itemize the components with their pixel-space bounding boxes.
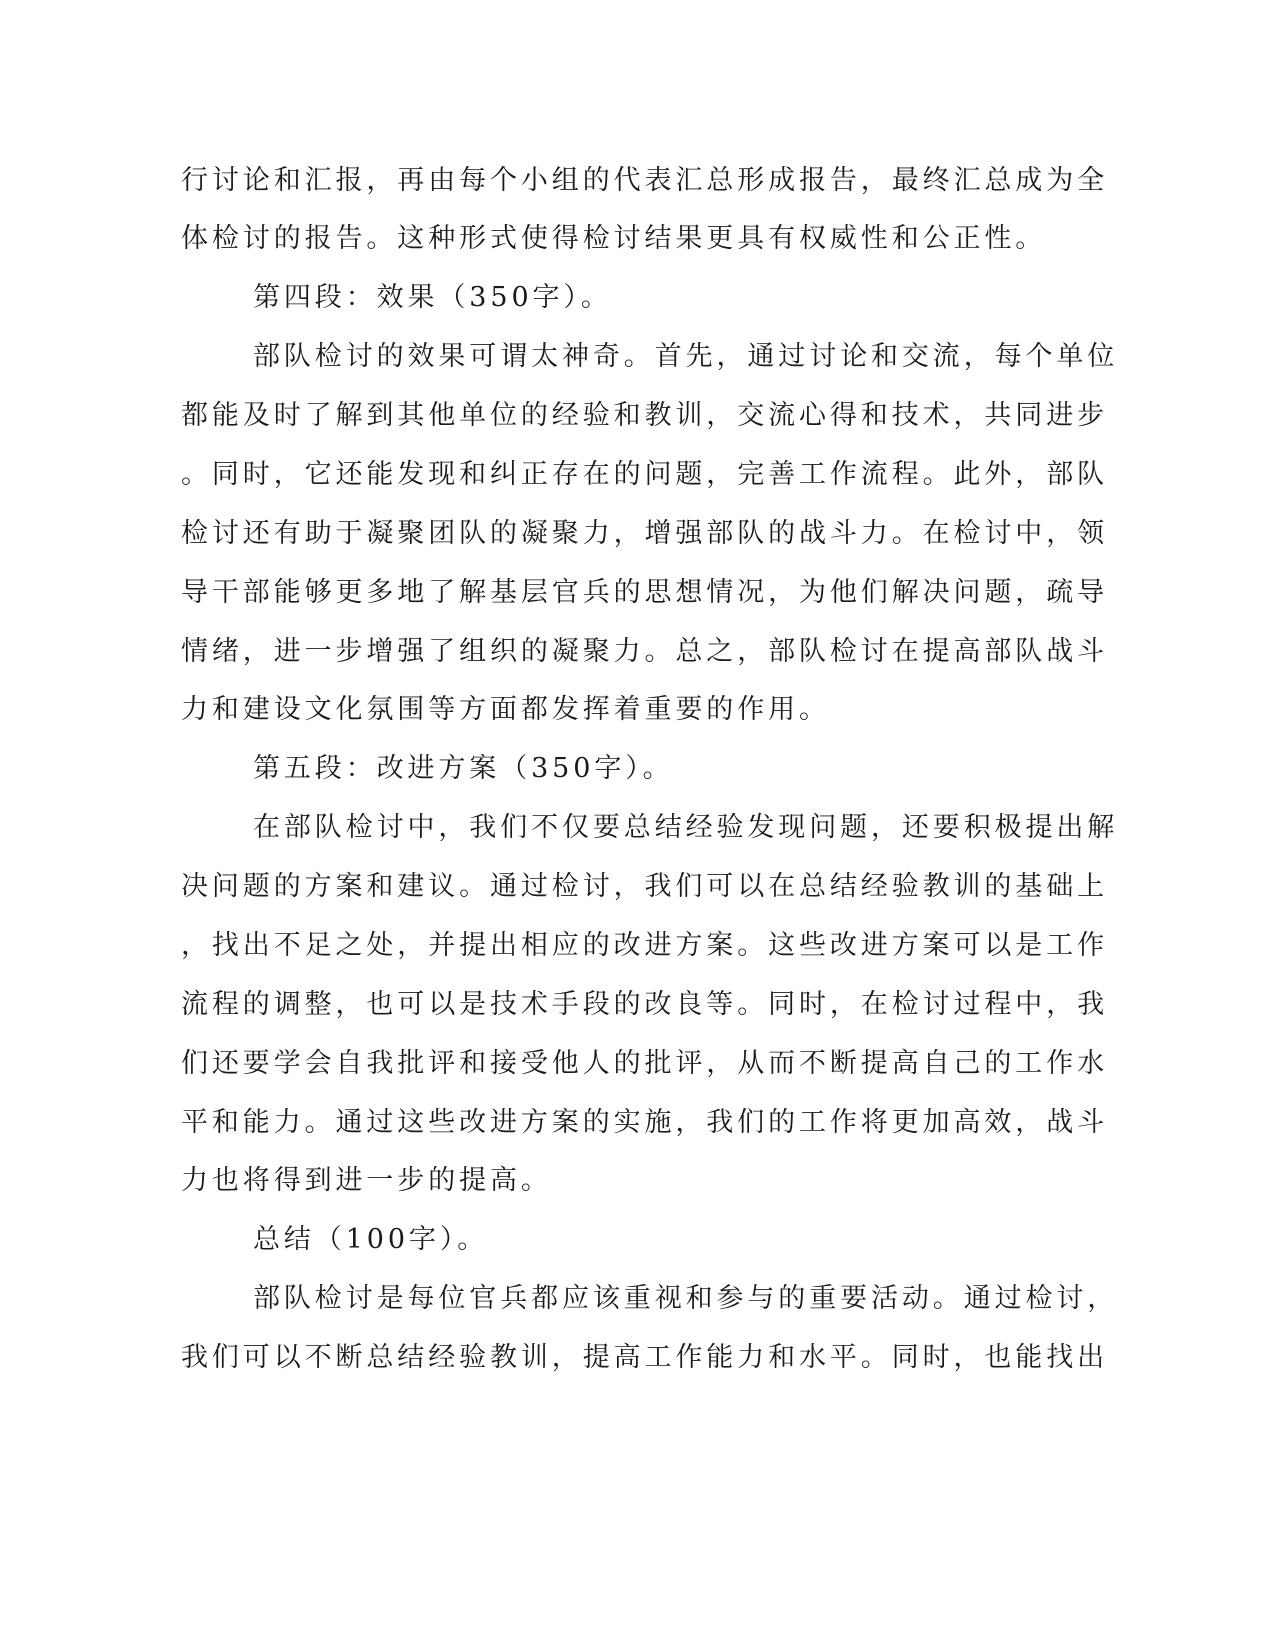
body-text-line: 都能及时了解到其他单位的经验和教训，交流心得和技术，共同进步 <box>181 400 1108 431</box>
section-heading-summary: 总结（100字）。 <box>253 1224 489 1255</box>
body-text-line: ，找出不足之处，并提出相应的改进方案。这些改进方案可以是工作 <box>181 930 1108 961</box>
body-text-line: 平和能力。通过这些改进方案的实施，我们的工作将更加高效，战斗 <box>181 1107 1108 1138</box>
body-text-line: 行讨论和汇报，再由每个小组的代表汇总形成报告，最终汇总成为全 <box>181 165 1108 196</box>
body-text-line: 部队检讨的效果可谓太神奇。首先，通过讨论和交流，每个单位 <box>253 341 1119 372</box>
body-text-line: 们还要学会自我批评和接受他人的批评，从而不断提高自己的工作水 <box>181 1048 1108 1079</box>
body-text-line: 。同时，它还能发现和纠正存在的问题，完善工作流程。此外，部队 <box>181 459 1108 490</box>
body-text-line: 体检讨的报告。这种形式使得检讨结果更具有权威性和公正性。 <box>181 223 1047 254</box>
body-text-line: 我们可以不断总结经验教训，提高工作能力和水平。同时，也能找出 <box>181 1342 1108 1373</box>
section-heading-improvement: 第五段：改进方案（350字）。 <box>253 753 674 784</box>
body-text-line: 导干部能够更多地了解基层官兵的思想情况，为他们解决问题，疏导 <box>181 577 1108 608</box>
body-text-line: 力也将得到进一步的提高。 <box>181 1165 552 1196</box>
body-text-line: 决问题的方案和建议。通过检讨，我们可以在总结经验教训的基础上 <box>181 871 1108 902</box>
body-text-line: 在部队检讨中，我们不仅要总结经验发现问题，还要积极提出解 <box>253 812 1119 843</box>
body-text-line: 力和建设文化氛围等方面都发挥着重要的作用。 <box>181 694 830 725</box>
body-text-line: 部队检讨是每位官兵都应该重视和参与的重要活动。通过检讨， <box>253 1283 1119 1314</box>
section-heading-effect: 第四段：效果（350字）。 <box>253 282 612 313</box>
body-text-line: 流程的调整，也可以是技术手段的改良等。同时，在检讨过程中，我 <box>181 989 1108 1020</box>
body-text-line: 检讨还有助于凝聚团队的凝聚力，增强部队的战斗力。在检讨中，领 <box>181 518 1108 549</box>
body-text-line: 情绪，进一步增强了组织的凝聚力。总之，部队检讨在提高部队战斗 <box>181 636 1108 667</box>
